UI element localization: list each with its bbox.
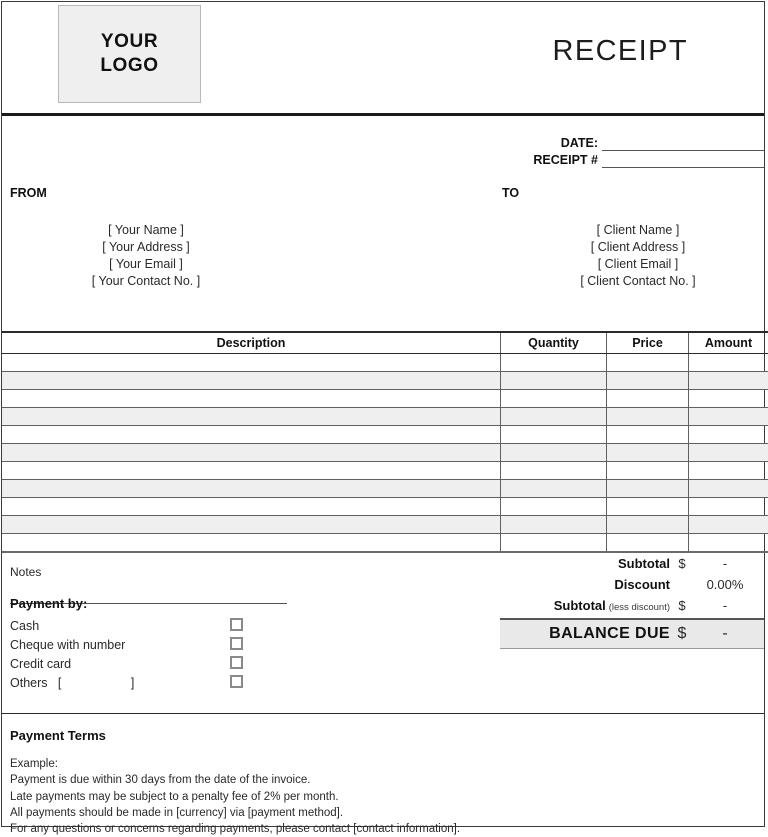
payment-method-checkbox[interactable] (230, 637, 243, 650)
receipt-number-row (464, 152, 764, 168)
table-row (2, 516, 768, 534)
table-header-row (2, 332, 768, 354)
parties-section (2, 186, 764, 331)
column-header-price: Price (607, 332, 689, 354)
logo-line-1: YOUR (100, 30, 159, 52)
logo-line-2: LOGO (100, 55, 159, 76)
balance-due-currency: $ (677, 625, 687, 642)
item-description-cell[interactable] (2, 408, 501, 426)
logo-placeholder[interactable] (58, 5, 201, 103)
payment-method-row (10, 635, 250, 654)
subtotal-less-discount-row (500, 595, 764, 616)
payment-terms-line: All payments should be made in [currency] via [payment method]. (10, 806, 344, 819)
payment-method-label: Credit card (10, 656, 72, 671)
item-description-cell[interactable] (2, 480, 501, 498)
to-line[interactable]: [ Client Email ] (597, 256, 679, 271)
item-price-cell[interactable] (607, 462, 689, 480)
to-line[interactable]: [ Client Address ] (590, 239, 686, 254)
payment-terms-line: For any questions or concerns regarding payments, please contact [contact information]. (10, 823, 461, 836)
item-description-cell[interactable] (2, 390, 501, 408)
table-row (2, 462, 768, 480)
subtotal-row (500, 553, 764, 574)
item-amount-cell[interactable] (689, 426, 768, 444)
table-row (2, 444, 768, 462)
item-amount-cell[interactable] (689, 534, 768, 553)
item-price-cell[interactable] (607, 444, 689, 462)
payment-terms-lines (10, 756, 756, 837)
payment-method-checkbox[interactable] (230, 656, 243, 669)
date-row (464, 135, 764, 151)
item-amount-cell[interactable] (689, 390, 768, 408)
payment-method-row (10, 616, 250, 635)
item-amount-cell[interactable] (689, 372, 768, 390)
table-row (2, 354, 768, 372)
payment-method-checkbox[interactable] (230, 675, 243, 688)
item-quantity-cell[interactable] (501, 372, 607, 390)
payment-terms-line: Payment is due within 30 days from the date of the invoice. (10, 774, 311, 787)
balance-due-row (500, 618, 764, 649)
discount-label: Discount (614, 577, 670, 592)
subtotal-less-discount-note: (less discount) (608, 602, 670, 613)
payment-terms-line: Example: (10, 758, 58, 770)
payment-terms-section (2, 713, 764, 836)
column-header-amount: Amount (689, 332, 768, 354)
notes-area (10, 565, 280, 579)
item-price-cell[interactable] (607, 426, 689, 444)
from-line[interactable]: [ Your Address ] (102, 239, 190, 254)
item-price-cell[interactable] (607, 354, 689, 372)
discount-value[interactable]: 0.00% (706, 577, 744, 592)
item-amount-cell[interactable] (689, 462, 768, 480)
discount-row (500, 574, 764, 595)
payment-terms-title: Payment Terms (10, 728, 106, 743)
to-line[interactable]: [ Client Name ] (596, 223, 680, 237)
table-row (2, 480, 768, 498)
from-block (10, 186, 340, 290)
item-amount-cell[interactable] (689, 498, 768, 516)
subtotal-less-discount-currency: $ (678, 598, 686, 613)
table-row (2, 426, 768, 444)
item-quantity-cell[interactable] (501, 498, 607, 516)
item-price-cell[interactable] (607, 408, 689, 426)
item-amount-cell[interactable] (689, 408, 768, 426)
item-price-cell[interactable] (607, 498, 689, 516)
payment-method-row (10, 654, 250, 673)
item-quantity-cell[interactable] (501, 408, 607, 426)
from-title: FROM (10, 186, 47, 200)
item-description-cell[interactable] (2, 534, 501, 553)
from-line[interactable]: [ Your Name ] (108, 223, 184, 237)
item-quantity-cell[interactable] (501, 516, 607, 534)
item-description-cell[interactable] (2, 372, 501, 390)
items-table-body (2, 354, 768, 553)
item-price-cell[interactable] (607, 534, 689, 553)
item-description-cell[interactable] (2, 498, 501, 516)
item-quantity-cell[interactable] (501, 354, 607, 372)
subtotal-value: - (722, 556, 728, 571)
to-line[interactable]: [ Client Contact No. ] (580, 273, 696, 288)
table-row (2, 390, 768, 408)
receipt-number-input[interactable] (602, 152, 764, 168)
notes-label[interactable]: Notes (10, 565, 42, 579)
date-label: DATE: (560, 136, 598, 150)
balance-due-label: BALANCE DUE (549, 625, 670, 642)
table-row (2, 372, 768, 390)
item-quantity-cell[interactable] (501, 426, 607, 444)
item-quantity-cell[interactable] (501, 534, 607, 553)
subtotal-less-discount-main: Subtotal (553, 598, 606, 613)
document-header (2, 2, 764, 116)
items-table (2, 331, 768, 553)
item-price-cell[interactable] (607, 372, 689, 390)
column-header-quantity: Quantity (501, 332, 607, 354)
item-description-cell[interactable] (2, 444, 501, 462)
to-block (502, 186, 768, 290)
table-row (2, 408, 768, 426)
receipt-document (1, 1, 765, 836)
item-description-cell[interactable] (2, 426, 501, 444)
balance-due-value: - (722, 625, 728, 642)
from-line[interactable]: [ Your Email ] (109, 256, 183, 271)
item-quantity-cell[interactable] (501, 462, 607, 480)
subtotal-less-discount-label (554, 598, 670, 613)
item-amount-cell[interactable] (689, 354, 768, 372)
subtotal-label: Subtotal (618, 556, 670, 571)
notes-and-totals (2, 553, 764, 713)
payment-method-checkbox[interactable] (230, 618, 243, 631)
payment-method-label: Cash (10, 618, 40, 633)
totals-block (500, 553, 764, 649)
item-description-cell[interactable] (2, 354, 501, 372)
receipt-number-label: RECEIPT # (533, 153, 598, 167)
item-description-cell[interactable] (2, 462, 501, 480)
item-amount-cell[interactable] (689, 444, 768, 462)
payment-method-label: Others [ ] (10, 675, 135, 690)
payment-method-row (10, 673, 250, 692)
from-line[interactable]: [ Your Contact No. ] (91, 273, 201, 288)
item-price-cell[interactable] (607, 390, 689, 408)
item-price-cell[interactable] (607, 516, 689, 534)
item-quantity-cell[interactable] (501, 480, 607, 498)
item-amount-cell[interactable] (689, 516, 768, 534)
item-quantity-cell[interactable] (501, 444, 607, 462)
receipt-meta (2, 116, 764, 186)
page-title: RECEIPT (552, 35, 688, 67)
table-row (2, 498, 768, 516)
item-description-cell[interactable] (2, 516, 501, 534)
subtotal-currency: $ (678, 556, 686, 571)
to-title: TO (502, 186, 520, 200)
column-header-description: Description (2, 332, 501, 354)
to-lines (502, 222, 768, 290)
date-input[interactable] (602, 135, 764, 151)
subtotal-less-discount-value: - (722, 598, 728, 613)
payment-method-list (10, 616, 250, 692)
from-lines (10, 222, 282, 290)
table-row (2, 534, 768, 553)
payment-by-title: Payment by: (10, 596, 88, 611)
item-price-cell[interactable] (607, 480, 689, 498)
payment-method-label: Cheque with number (10, 637, 126, 652)
payment-terms-line: Late payments may be subject to a penalty fee of 2% per month. (10, 790, 339, 803)
item-amount-cell[interactable] (689, 480, 768, 498)
item-quantity-cell[interactable] (501, 390, 607, 408)
